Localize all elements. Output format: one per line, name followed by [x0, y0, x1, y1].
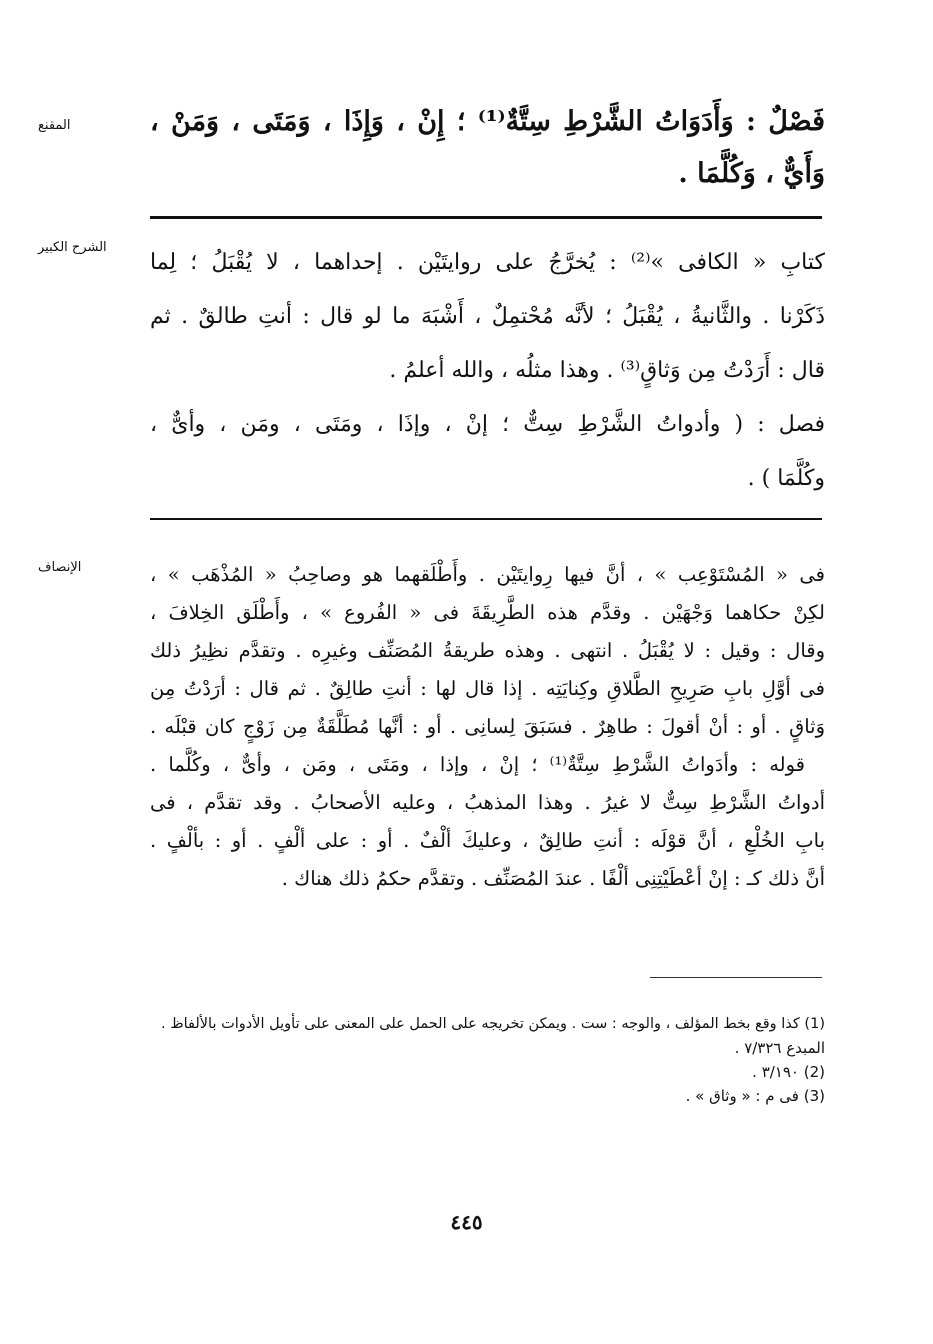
insaf-line: قوله : وأدَواتُ الشَّرْطِ سِتَّةٌ⁽¹⁾ ؛ إنْ ، وإذا ، ومَتَى ، ومَن ، وأىٌّ ، وكُلَّما .	[150, 753, 805, 776]
footnote-divider	[650, 977, 822, 978]
label-sharh: الشرح الكبير	[38, 240, 107, 255]
insaf-line: وقال : وقيل : لا يُقْبَلُ . انتهى . وهذه طريقةُ المُصَنِّف وغيرِه . وتقدَّم نظِيرُ ذلك	[150, 639, 825, 662]
insaf-line: وَثاقٍ . أو : أنْ أقولَ : طاهِرٌ . فسَبَقَ لِسانِى . أو : أنَّها مُطَلَّقَةٌ مِن زَوْجٍ كان قبْلَه .	[150, 715, 825, 738]
insaf-line: بابِ الخُلْعِ ، أنَّ قوْلَه : أنتِ طالِقٌ ، وعليكَ ألْفٌ . أو : على ألْفٍ . أو : بألْفٍ .	[150, 829, 825, 852]
label-muqni: المقنع	[38, 118, 71, 133]
footnote: (1) كذا وقع بخط المؤلف ، والوجه : ست . ويمكن تخريجه على الحمل على المعنى على تأويل الأدوات بالألفاظ .	[160, 1016, 825, 1032]
footnote: (3) فى م : « وثاق » .	[685, 1087, 825, 1105]
insaf-line: لكِنْ حكاهما وَجْهَيْن . وقدَّم هذه الطَّرِيقَةَ فى « الفُروع » ، وأَطْلَق الخِلافَ ،	[150, 601, 825, 624]
sharh-line: قال : أَرَدْتُ مِن وَثاقٍ⁽³⁾ . وهذا مثلُه ، والله أعلمُ .	[389, 358, 825, 383]
footnote: (2) ٣/١٩٠ .	[752, 1063, 825, 1081]
sharh-text	[150, 236, 825, 506]
insaf-line: فى أوَّلِ بابِ صَرِيحِ الطَّلاقِ وكِنايَتِه . إذا قال لها : أنتِ طالِقٌ . ثم قال : أرَدْتُ مِن	[150, 677, 825, 700]
muqni-line: وَأَيٌّ ، وَكُلَّمَا .	[678, 158, 825, 189]
insaf-line: أدواتُ الشَّرْطِ سِتٌّ لا غيرُ . وهذا المذهبُ ، وعليه الأصحابُ . وقد تقدَّم ، فى	[150, 791, 825, 814]
insaf-line: أنَّ ذلك كـ : إنْ أعْطَيْتِنِى ألْفًا . عندَ المُصَنِّف . وتقدَّم حكمُ ذلك هناك .	[281, 867, 825, 890]
sharh-line: ذَكَرْنا . والثَّانيةُ ، يُقْبَلُ ؛ لأنَّه مُحْتمِلٌ ، أَشْبَهَ ما لو قال : أنتِ طالقٌ . ثم	[150, 304, 825, 329]
sharh-line: وكُلَّمَا ) .	[747, 466, 825, 491]
section-divider	[150, 518, 822, 520]
sharh-line: كتابِ « الكافى »⁽²⁾ : يُخرَّجُ على روايتَيْن . إحداهما ، لا يُقْبَلُ ؛ لِما	[150, 250, 825, 275]
footnotes	[150, 1012, 825, 1108]
insaf-line: فى « المُسْتَوْعِب » ، أنَّ فيها رِوايتَيْن . وأَطْلَقهما هو وصاحِبُ « المُذْهَب » ،	[150, 563, 825, 586]
footnote: المبدع ٧/٣٢٦ .	[734, 1039, 825, 1057]
insaf-text	[150, 556, 825, 898]
label-insaf: الإنصاف	[38, 560, 82, 575]
page-number: ٤٤٥	[450, 1210, 483, 1234]
muqni-text	[150, 96, 825, 200]
muqni-line: فَصْلٌ : وَأَدَوَاتُ الشَّرْطِ سِتَّةٌ⁽¹⁾ ؛ إِنْ ، وَإِذَا ، وَمَتَى ، وَمَنْ ،	[150, 106, 825, 137]
sharh-line: فصل : ( وأدواتُ الشَّرْطِ سِتٌّ ؛ إنْ ، وإذَا ، ومَتَى ، ومَن ، وأىٌّ ،	[150, 412, 825, 437]
section-divider	[150, 216, 822, 219]
